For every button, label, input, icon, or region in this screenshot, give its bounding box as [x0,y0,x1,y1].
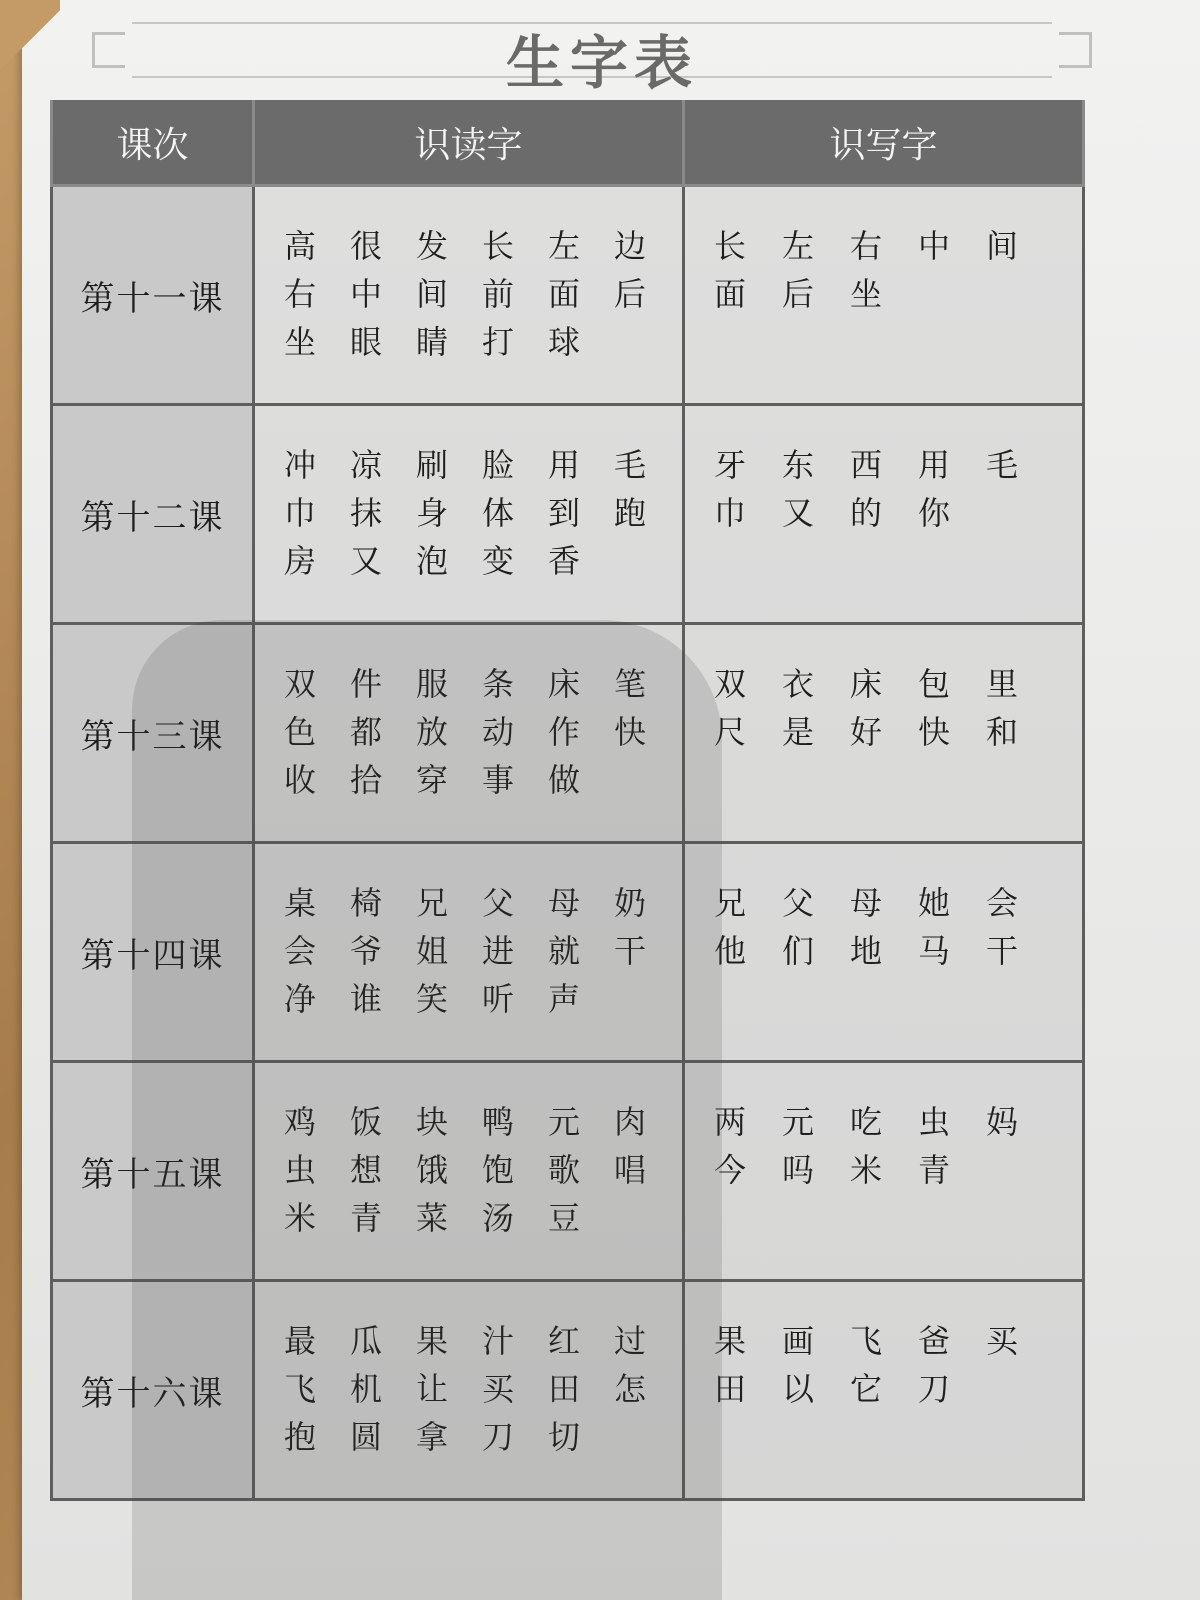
character-glyph: 饭 [350,1103,383,1141]
write-characters-line [714,660,1081,708]
read-characters-line [284,756,681,804]
character-glyph: 高 [284,227,317,265]
character-glyph: 刷 [416,446,449,484]
read-characters-cell [254,1062,684,1281]
character-glyph: 让 [416,1370,449,1408]
character-glyph: 很 [350,227,383,265]
character-glyph: 干 [614,932,647,970]
write-characters-line [714,222,1081,270]
table-body [52,186,1084,1500]
character-glyph: 刀 [482,1418,515,1456]
read-characters-block [256,845,681,1023]
lesson-name: 第十三课 [52,624,254,843]
character-glyph: 虫 [284,1151,317,1189]
write-characters-line [714,879,1081,927]
character-glyph: 件 [350,665,383,703]
read-characters-cell [254,186,684,405]
header-read-characters: 识读字 [254,100,684,186]
read-characters-line [284,489,681,537]
character-glyph: 快 [918,713,951,751]
character-glyph: 右 [850,227,883,265]
character-glyph: 菜 [416,1199,449,1237]
read-characters-cell [254,624,684,843]
read-characters-line [284,1365,681,1413]
character-glyph: 元 [782,1103,815,1141]
character-glyph: 中 [350,275,383,313]
character-glyph: 房 [284,542,317,580]
character-glyph: 飞 [850,1322,883,1360]
character-glyph: 间 [986,227,1019,265]
character-table-wrap [50,100,1082,1501]
character-glyph: 过 [614,1322,647,1360]
character-glyph: 收 [284,761,317,799]
character-glyph: 会 [986,884,1019,922]
write-characters-cell [684,186,1084,405]
character-glyph: 抱 [284,1418,317,1456]
character-glyph: 声 [548,980,581,1018]
table-row [52,1062,1084,1281]
character-glyph: 冲 [284,446,317,484]
read-characters-cell [254,843,684,1062]
character-glyph: 田 [714,1370,747,1408]
character-glyph: 果 [714,1322,747,1360]
write-characters-line [714,441,1081,489]
write-characters-cell [684,624,1084,843]
character-glyph: 泡 [416,542,449,580]
character-glyph: 球 [548,323,581,361]
character-glyph: 鸡 [284,1103,317,1141]
write-characters-cell [684,405,1084,624]
character-glyph: 间 [416,275,449,313]
character-glyph: 切 [548,1418,581,1456]
character-glyph: 后 [782,275,815,313]
table-row [52,843,1084,1062]
page-title: 生字表 [505,29,698,97]
character-glyph: 青 [350,1199,383,1237]
read-characters-cell [254,405,684,624]
character-glyph: 最 [284,1322,317,1360]
character-glyph: 又 [350,542,383,580]
character-glyph: 青 [918,1151,951,1189]
character-glyph: 鸭 [482,1103,515,1141]
character-glyph: 的 [850,494,883,532]
read-characters-line [284,708,681,756]
read-characters-line [284,879,681,927]
character-glyph: 果 [416,1322,449,1360]
character-glyph: 色 [284,713,317,751]
character-glyph: 肉 [614,1103,647,1141]
read-characters-line [284,1317,681,1365]
character-glyph: 姐 [416,932,449,970]
character-glyph: 买 [986,1322,1019,1360]
character-glyph: 身 [416,494,449,532]
character-glyph: 脸 [482,446,515,484]
worksheet-page [22,0,1200,1600]
write-characters-cell [684,843,1084,1062]
table-header-row [52,100,1084,186]
character-glyph: 是 [782,713,815,751]
read-characters-line [284,222,681,270]
character-glyph: 东 [782,446,815,484]
character-glyph: 左 [548,227,581,265]
character-glyph: 前 [482,275,515,313]
character-glyph: 边 [614,227,647,265]
character-glyph: 放 [416,713,449,751]
character-glyph: 块 [416,1103,449,1141]
write-characters-line [714,489,1081,537]
character-glyph: 虫 [918,1103,951,1141]
character-table [50,100,1085,1501]
write-characters-block [686,407,1081,537]
character-glyph: 瓜 [350,1322,383,1360]
character-glyph: 里 [986,665,1019,703]
character-glyph: 吗 [782,1151,815,1189]
character-glyph: 拿 [416,1418,449,1456]
character-glyph: 床 [850,665,883,703]
character-glyph: 干 [986,932,1019,970]
character-glyph: 歌 [548,1151,581,1189]
character-glyph: 双 [714,665,747,703]
read-characters-line [284,1194,681,1242]
character-glyph: 牙 [714,446,747,484]
character-glyph: 吃 [850,1103,883,1141]
character-glyph: 右 [284,275,317,313]
write-characters-block [686,1283,1081,1413]
write-characters-block [686,845,1081,975]
character-glyph: 地 [850,932,883,970]
write-characters-cell [684,1062,1084,1281]
character-glyph: 面 [714,275,747,313]
write-characters-line [714,1146,1081,1194]
character-glyph: 豆 [548,1199,581,1237]
character-glyph: 作 [548,713,581,751]
character-glyph: 兄 [714,884,747,922]
character-glyph: 饿 [416,1151,449,1189]
character-glyph: 毛 [614,446,647,484]
character-glyph: 发 [416,227,449,265]
character-glyph: 左 [782,227,815,265]
read-characters-cell [254,1281,684,1500]
character-glyph: 两 [714,1103,747,1141]
character-glyph: 进 [482,932,515,970]
character-glyph: 汁 [482,1322,515,1360]
write-characters-line [714,1365,1081,1413]
character-glyph: 奶 [614,884,647,922]
character-glyph: 圆 [350,1418,383,1456]
read-characters-line [284,1413,681,1461]
character-glyph: 和 [986,713,1019,751]
character-glyph: 母 [850,884,883,922]
character-glyph: 巾 [284,494,317,532]
character-glyph: 床 [548,665,581,703]
lesson-name: 第十二课 [52,405,254,624]
header-lesson: 课次 [52,100,254,186]
character-glyph: 到 [548,494,581,532]
character-glyph: 打 [482,323,515,361]
character-glyph: 跑 [614,494,647,532]
read-characters-block [256,626,681,804]
character-glyph: 眼 [350,323,383,361]
write-characters-line [714,270,1081,318]
character-glyph: 它 [850,1370,883,1408]
character-glyph: 又 [782,494,815,532]
character-glyph: 穿 [416,761,449,799]
character-glyph: 巾 [714,494,747,532]
character-glyph: 笔 [614,665,647,703]
character-glyph: 会 [284,932,317,970]
character-glyph: 红 [548,1322,581,1360]
read-characters-line [284,318,681,366]
table-row [52,1281,1084,1500]
read-characters-line [284,441,681,489]
character-glyph: 饱 [482,1151,515,1189]
character-glyph: 衣 [782,665,815,703]
read-characters-block [256,1064,681,1242]
write-characters-line [714,1317,1081,1365]
character-glyph: 飞 [284,1370,317,1408]
character-glyph: 坐 [284,323,317,361]
lesson-name: 第十五课 [52,1062,254,1281]
character-glyph: 买 [482,1370,515,1408]
character-glyph: 变 [482,542,515,580]
character-glyph: 椅 [350,884,383,922]
character-glyph: 机 [350,1370,383,1408]
character-glyph: 都 [350,713,383,751]
character-glyph: 汤 [482,1199,515,1237]
lesson-name: 第十四课 [52,843,254,1062]
character-glyph: 怎 [614,1370,647,1408]
read-characters-line [284,1146,681,1194]
character-glyph: 面 [548,275,581,313]
character-glyph: 用 [548,446,581,484]
character-glyph: 刀 [918,1370,951,1408]
write-characters-line [714,708,1081,756]
write-characters-block [686,1064,1081,1194]
character-glyph: 她 [918,884,951,922]
character-glyph: 西 [850,446,883,484]
character-glyph: 长 [482,227,515,265]
read-characters-line [284,975,681,1023]
character-glyph: 爸 [918,1322,951,1360]
write-characters-block [686,626,1081,756]
read-characters-block [256,1283,681,1461]
character-glyph: 香 [548,542,581,580]
table-row [52,186,1084,405]
character-glyph: 凉 [350,446,383,484]
lesson-name: 第十一课 [52,186,254,405]
write-characters-line [714,927,1081,975]
character-glyph: 田 [548,1370,581,1408]
table-row [52,624,1084,843]
character-glyph: 体 [482,494,515,532]
character-glyph: 长 [714,227,747,265]
title-banner [52,10,1152,97]
character-glyph: 今 [714,1151,747,1189]
write-characters-line [714,1098,1081,1146]
character-glyph: 事 [482,761,515,799]
character-glyph: 条 [482,665,515,703]
read-characters-line [284,537,681,585]
read-characters-line [284,660,681,708]
character-glyph: 画 [782,1322,815,1360]
character-glyph: 服 [416,665,449,703]
character-glyph: 他 [714,932,747,970]
write-characters-block [686,188,1081,318]
character-glyph: 米 [850,1151,883,1189]
character-glyph: 包 [918,665,951,703]
character-glyph: 米 [284,1199,317,1237]
character-glyph: 睛 [416,323,449,361]
write-characters-cell [684,1281,1084,1500]
character-glyph: 谁 [350,980,383,1018]
character-glyph: 就 [548,932,581,970]
character-glyph: 快 [614,713,647,751]
read-characters-line [284,1098,681,1146]
character-glyph: 父 [782,884,815,922]
character-glyph: 坐 [850,275,883,313]
character-glyph: 用 [918,446,951,484]
character-glyph: 母 [548,884,581,922]
character-glyph: 毛 [986,446,1019,484]
character-glyph: 尺 [714,713,747,751]
character-glyph: 们 [782,932,815,970]
character-glyph: 妈 [986,1103,1019,1141]
character-glyph: 做 [548,761,581,799]
character-glyph: 笑 [416,980,449,1018]
character-glyph: 动 [482,713,515,751]
character-glyph: 抹 [350,494,383,532]
character-glyph: 元 [548,1103,581,1141]
character-glyph: 唱 [614,1151,647,1189]
read-characters-line [284,270,681,318]
character-glyph: 后 [614,275,647,313]
read-characters-block [256,188,681,366]
header-write-characters: 识写字 [684,100,1084,186]
read-characters-line [284,927,681,975]
character-glyph: 以 [782,1370,815,1408]
character-glyph: 想 [350,1151,383,1189]
character-glyph: 父 [482,884,515,922]
character-glyph: 桌 [284,884,317,922]
read-characters-block [256,407,681,585]
character-glyph: 净 [284,980,317,1018]
character-glyph: 兄 [416,884,449,922]
character-glyph: 你 [918,494,951,532]
table-row [52,405,1084,624]
lesson-name: 第十六课 [52,1281,254,1500]
character-glyph: 听 [482,980,515,1018]
character-glyph: 双 [284,665,317,703]
character-glyph: 爷 [350,932,383,970]
character-glyph: 中 [918,227,951,265]
character-glyph: 马 [918,932,951,970]
character-glyph: 好 [850,713,883,751]
character-glyph: 拾 [350,761,383,799]
